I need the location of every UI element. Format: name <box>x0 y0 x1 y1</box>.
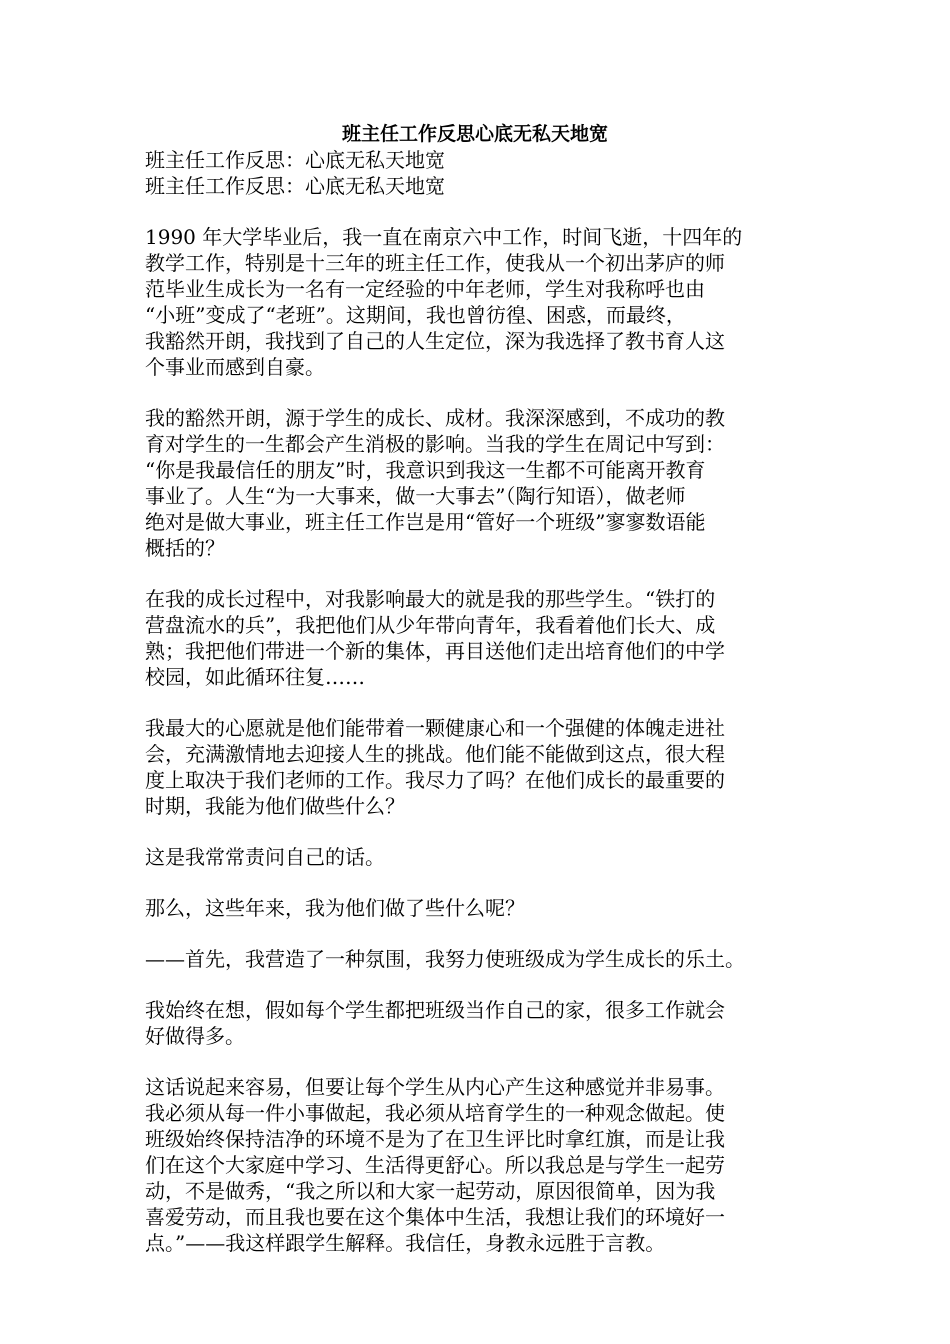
text-line: 那么，这些年来，我为他们做了些什么呢？ <box>145 896 525 920</box>
paragraph-8 <box>145 997 810 1049</box>
paragraph-5 <box>145 844 810 870</box>
text-line: 我最大的心愿就是他们能带着一颗健康心和一个强健的体魄走进社 <box>145 716 725 740</box>
text-line: 喜爱劳动，而且我也要在这个集体中生活，我想让我们的环境好一 <box>145 1205 725 1229</box>
text-line: 营盘流水的兵”，我把他们从少年带向青年，我看着他们长大、成 <box>145 613 716 637</box>
text-line: 这话说起来容易，但要让每个学生从内心产生这种感觉并非易事。 <box>145 1075 725 1099</box>
text-line: 事业了。人生“为一大事来，做一大事去”（陶行知语），做老师 <box>145 484 686 508</box>
text-line: “你是我最信任的朋友”时，我意识到我这一生都不可能离开教育 <box>145 458 706 482</box>
text-line: 范毕业生成长为一名有一定经验的中年老师，学生对我称呼也由 <box>145 277 705 301</box>
text-line: 动，不是做秀，“我之所以和大家一起劳动，原因很简单，因为我 <box>145 1179 716 1203</box>
text-line: 会，充满激情地去迎接人生的挑战。他们能不能做到这点，很大程 <box>145 742 725 766</box>
paragraph-7 <box>145 946 810 972</box>
paragraph-6 <box>145 895 810 921</box>
document-title: 班主任工作反思心底无私天地宽 <box>341 123 608 145</box>
text-line: 这是我常常责问自己的话。 <box>145 845 385 869</box>
paragraph-9 <box>145 1074 810 1256</box>
document-body <box>145 147 810 1256</box>
text-line: 在我的成长过程中，对我影响最大的就是我的那些学生。“铁打的 <box>145 587 716 611</box>
paragraph-1 <box>145 224 810 380</box>
text-line: 绝对是做大事业，班主任工作岂是用“管好一个班级”寥寥数语能 <box>145 510 706 534</box>
text-line: 我始终在想，假如每个学生都把班级当作自己的家，很多工作就会 <box>145 998 725 1022</box>
text-line: 熟；我把他们带进一个新的集体，再目送他们走出培育他们的中学 <box>145 639 725 663</box>
text-line: ——首先，我营造了一种氛围，我努力使班级成为学生成长的乐土。 <box>145 947 745 971</box>
text-line: 们在这个大家庭中学习、生活得更舒心。所以我总是与学生一起劳 <box>145 1153 725 1177</box>
text-line: 概括的？ <box>145 536 225 560</box>
text-line: 我的豁然开朗，源于学生的成长、成材。我深深感到，不成功的教 <box>145 406 725 430</box>
text-line: 校园，如此循环往复…… <box>145 665 365 689</box>
subtitle-line: 班主任工作反思：心底无私天地宽 <box>145 174 445 198</box>
text-line: 育对学生的一生都会产生消极的影响。当我的学生在周记中写到： <box>145 432 725 456</box>
text-line: “小班”变成了“老班”。这期间，我也曾彷徨、困惑，而最终， <box>145 303 686 327</box>
text-line: 我必须从每一件小事做起，我必须从培育学生的一种观念做起。使 <box>145 1101 725 1125</box>
text-line: 教学工作，特别是十三年的班主任工作，使我从一个初出茅庐的师 <box>145 251 725 275</box>
text-line: 时期，我能为他们做些什么？ <box>145 794 405 818</box>
paragraph-2 <box>145 405 810 561</box>
text-line: 好做得多。 <box>145 1024 245 1048</box>
text-line: 个事业而感到自豪。 <box>145 355 325 379</box>
text-line: 点。”——我这样跟学生解释。我信任，身教永远胜于言教。 <box>145 1231 666 1255</box>
text-line: 1990 年大学毕业后，我一直在南京六中工作，时间飞逝，十四年的 <box>145 225 743 249</box>
paragraph-4 <box>145 715 810 819</box>
text-line: 度上取决于我们老师的工作。我尽力了吗？在他们成长的最重要的 <box>145 768 725 792</box>
subtitle-line: 班主任工作反思：心底无私天地宽 <box>145 148 445 172</box>
paragraph-3 <box>145 586 810 690</box>
text-line: 我豁然开朗，我找到了自己的人生定位，深为我选择了教书育人这 <box>145 329 725 353</box>
text-line: 班级始终保持洁净的环境不是为了在卫生评比时拿红旗，而是让我 <box>145 1127 725 1151</box>
